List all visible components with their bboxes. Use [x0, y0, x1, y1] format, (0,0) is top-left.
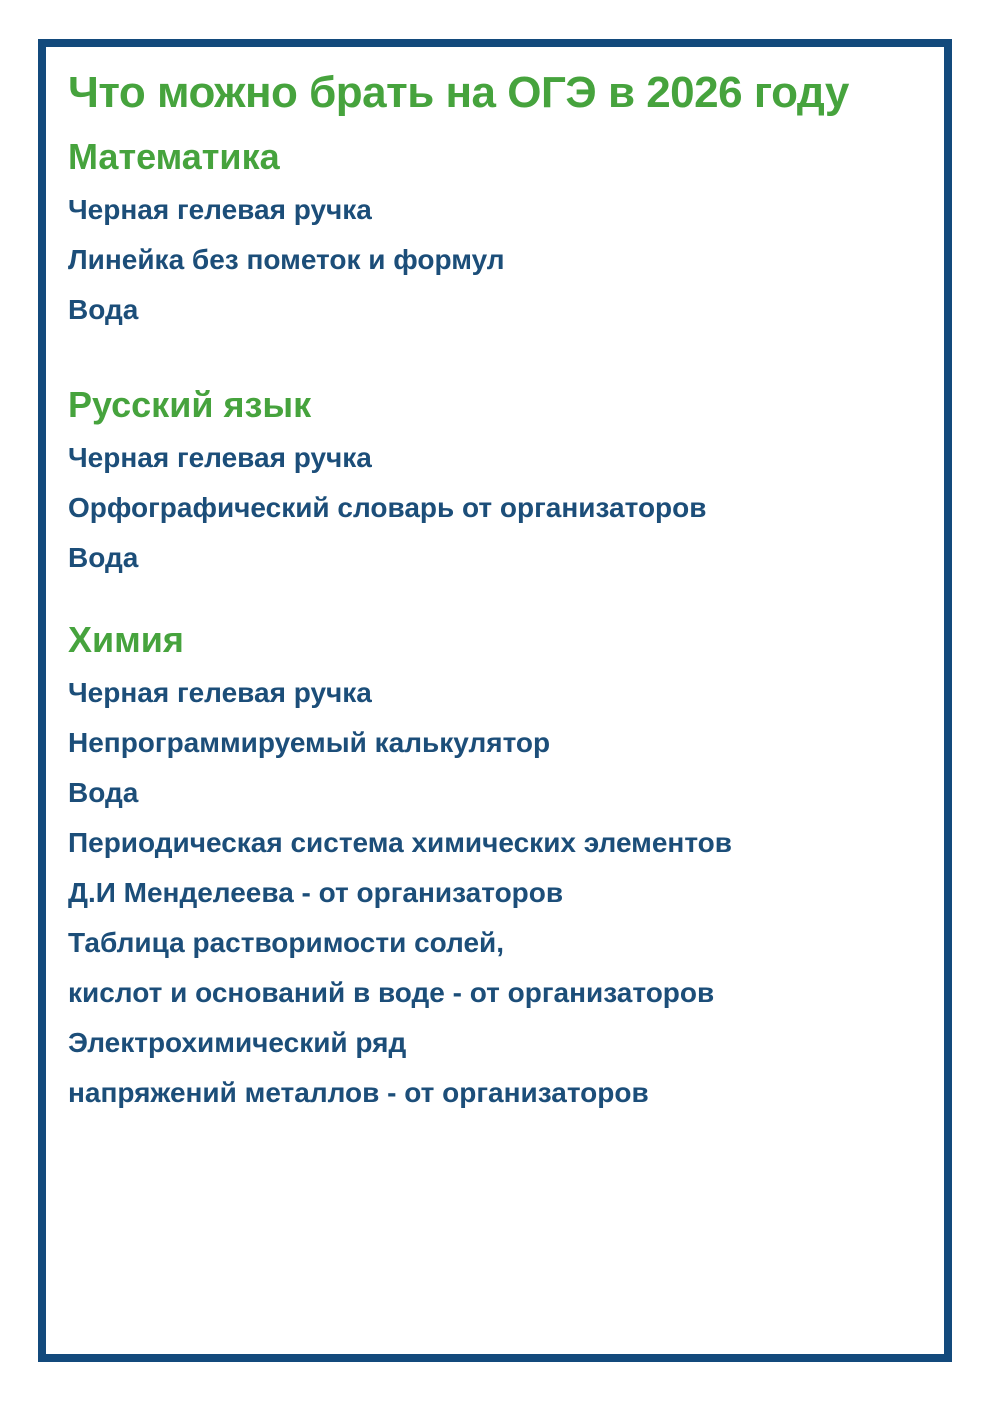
section-heading-chemistry: Химия	[68, 619, 184, 660]
section-heading-mathematics: Математика	[68, 136, 280, 177]
poster-frame	[38, 39, 952, 1362]
section-heading-russian-language: Русский язык	[68, 384, 312, 425]
section-mathematics	[68, 135, 916, 335]
list-item: Черная гелевая ручка	[68, 442, 372, 473]
list-item: Таблица растворимости солей,	[68, 927, 505, 958]
list-item: Черная гелевая ручка	[68, 194, 372, 225]
list-item: Непрограммируемый калькулятор	[68, 727, 551, 758]
list-item: кислот и оснований в воде - от организаторов	[68, 977, 715, 1008]
list-item: напряжений металлов - от организаторов	[68, 1077, 649, 1108]
poster-title: Что можно брать на ОГЭ в 2026 году	[68, 68, 849, 117]
list-item: Вода	[68, 777, 139, 808]
poster-content	[46, 47, 944, 1118]
list-item: Вода	[68, 542, 139, 573]
list-item: Периодическая система химических элементов	[68, 827, 733, 858]
section-russian-language	[68, 383, 916, 583]
list-item: Орфографический словарь от организаторов	[68, 492, 707, 523]
list-item: Черная гелевая ручка	[68, 677, 372, 708]
list-item: Линейка без пометок и формул	[68, 244, 505, 275]
section-chemistry	[68, 618, 916, 1118]
list-item: Вода	[68, 294, 139, 325]
list-item: Электрохимический ряд	[68, 1027, 407, 1058]
list-item: Д.И Менделеева - от организаторов	[68, 877, 564, 908]
